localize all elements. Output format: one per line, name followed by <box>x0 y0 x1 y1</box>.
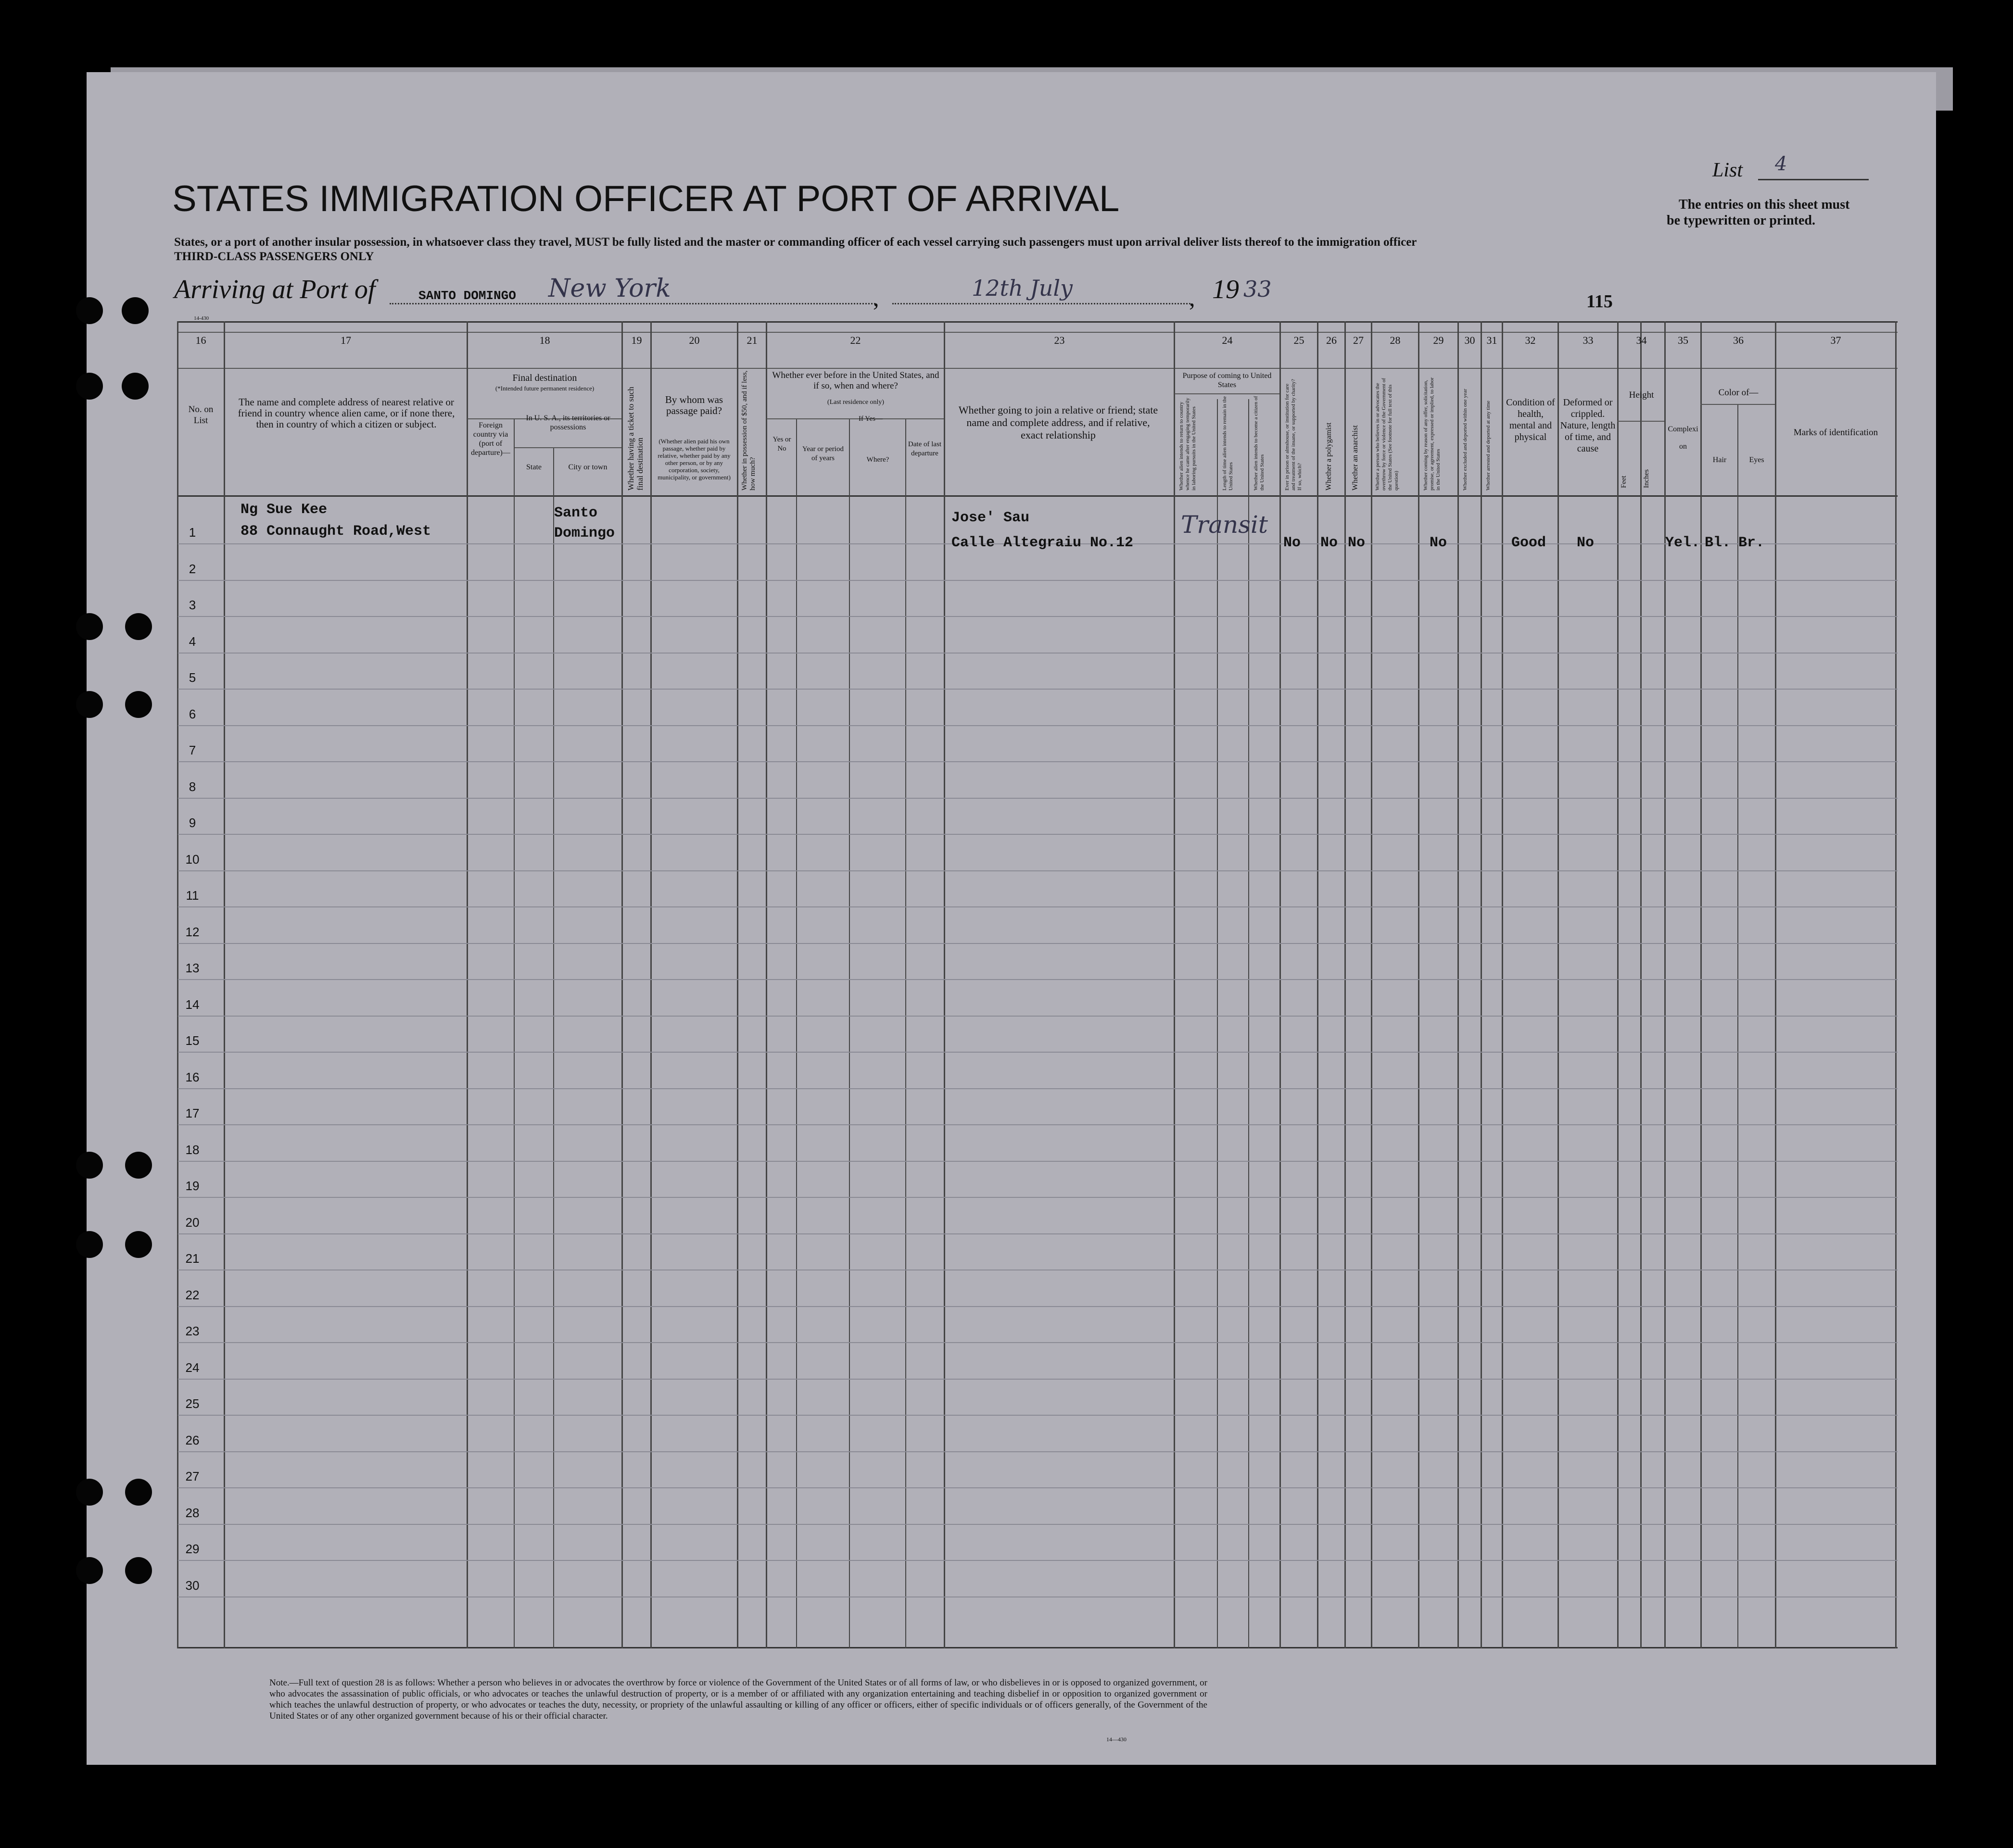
header-possession-50: Whether in possession of $50, and if less, how much? <box>741 370 757 490</box>
subheader-line <box>1700 404 1775 405</box>
header-usa: In U. S. A., its territories or possessions <box>526 414 610 431</box>
punch-hole <box>76 1152 103 1179</box>
col-number-line <box>178 332 1898 333</box>
port-handwritten: New York <box>548 274 671 303</box>
row-number: 5 <box>189 670 196 685</box>
header-before-in-us-sub: (Last residence only) <box>827 399 885 406</box>
header-color-of: Color of— <box>1718 388 1759 398</box>
row-line <box>178 943 1898 944</box>
row-number: 17 <box>185 1106 200 1120</box>
row-number: 22 <box>185 1287 200 1302</box>
prison-entry: No <box>1283 535 1301 551</box>
row-line <box>178 834 1898 835</box>
row-number: 18 <box>185 1142 200 1157</box>
subcolumn-divider <box>514 418 515 1648</box>
row-number: 23 <box>185 1324 200 1338</box>
row-line <box>178 761 1898 762</box>
port-underline <box>390 303 875 306</box>
row-number: 26 <box>185 1433 200 1447</box>
eyes-entry: Br. <box>1738 535 1765 551</box>
row-line <box>178 1487 1898 1488</box>
header-offer-labor: Whether coming by reason of any offer, solicitation, promise, or agreement, expressed or implied, to labor in the United States <box>1423 377 1441 490</box>
header-purpose-citizen: Whether alien intends to become a citizen of the United States <box>1253 396 1265 490</box>
header-passage-paid-sub: (Whether alien paid his own passage, whether paid by relative, whether paid by any other person, or by any corporation, society, municipality, or government) <box>658 438 731 481</box>
subcolumn-divider <box>553 447 554 1648</box>
header-complexion: Complexion <box>1668 425 1698 451</box>
column-divider <box>1502 321 1503 1648</box>
row-number: 6 <box>189 706 196 721</box>
column-divider <box>1700 321 1702 1648</box>
punch-hole <box>125 691 152 718</box>
punch-hole <box>122 373 149 400</box>
comma: , <box>873 284 879 311</box>
header-health: Condition of health, mental and physical <box>1506 397 1555 442</box>
header-nearest-relative: The name and complete address of nearest relative or friend in country whence alien came, or if none there, then in country of which a citizen or subject. <box>238 396 455 430</box>
list-label: List <box>1712 159 1743 181</box>
header-prison: Ever in prison or almshouse, or institution for care and treatment of the insane, or supported by charity? If so, which? <box>1284 379 1303 490</box>
joining-address: Calle Altegraiu No.12 <box>951 535 1134 551</box>
column-divider <box>1775 321 1776 1648</box>
header-no-on-list: No. on List <box>188 404 214 426</box>
relative-address: 88 Connaught Road,West <box>241 523 431 540</box>
list-underline <box>1758 179 1869 180</box>
header-joining-relative: Whether going to join a relative or friend; state name and complete address, and if relative, exact relationship <box>958 404 1158 441</box>
row-line <box>178 1451 1898 1452</box>
comma: , <box>1189 284 1195 311</box>
row-number: 27 <box>185 1469 200 1483</box>
column-number: 35 <box>1678 334 1688 346</box>
row-number: 14 <box>185 997 200 1012</box>
punch-hole <box>76 1231 103 1258</box>
column-divider <box>1640 321 1642 1648</box>
complexion-entry: Yel. <box>1665 535 1700 551</box>
row-number: 25 <box>185 1396 200 1411</box>
punch-hole <box>122 297 149 324</box>
row-number: 12 <box>185 924 200 939</box>
row-number: 29 <box>185 1542 200 1556</box>
column-divider <box>766 321 767 1648</box>
page-number: 115 <box>1586 291 1613 312</box>
year-printed: 19 <box>1212 275 1239 304</box>
subcolumn-divider <box>796 418 797 1648</box>
row-number: 9 <box>189 816 196 830</box>
row-number: 28 <box>185 1505 200 1520</box>
header-bottom-border <box>178 495 1898 497</box>
row-number: 20 <box>185 1215 200 1230</box>
column-divider <box>224 321 225 1648</box>
header-deformed: Deformed or crippled. Nature, length of time, and cause <box>1560 397 1616 454</box>
column-number: 17 <box>341 334 351 346</box>
row-line <box>178 1415 1898 1416</box>
header-state: State <box>526 463 542 471</box>
column-number: 20 <box>689 334 700 346</box>
column-divider <box>1895 321 1897 1648</box>
column-number: 32 <box>1525 334 1536 346</box>
row-line <box>178 1342 1898 1343</box>
header-marks-identification: Marks of identification <box>1793 427 1878 438</box>
row-number: 1 <box>189 525 196 540</box>
subcolumn-divider <box>849 418 850 1648</box>
row-line <box>178 870 1898 871</box>
punch-hole <box>76 297 103 324</box>
header-eyes: Eyes <box>1749 456 1764 464</box>
column-number: 30 <box>1464 334 1475 346</box>
header-inches: Inches <box>1643 469 1650 488</box>
arriving-label: Arriving at Port of <box>174 275 376 304</box>
subcolumn-divider <box>1737 404 1738 1648</box>
footnote: Note.—Full text of question 28 is as follows: Whether a person who believes in or advocates the overthrow by force or violence of the Government of the United States or of all forms of law, or who disbelieves in or is opposed to organized government, or who advocates the assassination of public officials, or who advocates or teaches the unlawful destruction of property, or is a member of or affiliated with any organization entertaining and teaching disbelief in or opposition to organized government or which teaches the unlawful destruction of property, or who advocates or teaches the duty, necessity, or propriety of the unlawful assaulting or killing of any officer or officers, either of specific individuals or of officers generally, of the Government of the United States or of any other organized government because of his or their official character. <box>269 1678 1207 1721</box>
year-handwritten: 33 <box>1243 276 1272 302</box>
header-ticket: Whether having a ticket to such final destination <box>626 387 645 490</box>
column-number: 33 <box>1583 334 1594 346</box>
column-number: 26 <box>1326 334 1337 346</box>
header-purpose: Purpose of coming to United States <box>1182 372 1272 389</box>
row-number: 4 <box>189 634 196 649</box>
row-line <box>178 1197 1898 1198</box>
column-number: 29 <box>1433 334 1444 346</box>
header-where: Where? <box>866 456 889 464</box>
header-line <box>178 368 1898 369</box>
subcolumn-divider <box>1248 399 1249 1648</box>
port-typed: SANTO DOMINGO <box>418 289 516 303</box>
row-line <box>178 580 1898 581</box>
form-subtitle: States, or a port of another insular possession, in whatsoever class they travel, MUST be fully listed and the master or commanding officer of each vessel carrying such passengers must upon arrival deliver lists thereof to the immigration officer <box>174 236 1417 249</box>
header-before-in-us: Whether ever before in the United States, and if so, when and where? <box>772 370 939 391</box>
header-city: City or town <box>568 463 608 471</box>
row-number: 7 <box>189 743 196 757</box>
form-code-bottom: 14—430 <box>1106 1736 1127 1743</box>
column-divider <box>650 321 652 1648</box>
column-number: 31 <box>1486 334 1497 346</box>
polygamist-entry: No <box>1320 535 1338 551</box>
punch-hole <box>125 613 152 640</box>
row-number: 15 <box>185 1033 200 1048</box>
row-line <box>178 1161 1898 1162</box>
column-divider <box>1664 321 1666 1648</box>
row-line <box>178 1016 1898 1017</box>
header-yes-no: Yes or No <box>772 436 791 453</box>
column-divider <box>1557 321 1559 1648</box>
typewritten-note: be typewritten or printed. <box>1667 213 1815 228</box>
header-height: Height <box>1629 390 1654 400</box>
row-line <box>178 1379 1898 1380</box>
subcolumn-divider <box>1217 399 1218 1648</box>
column-number: 27 <box>1353 334 1364 346</box>
form-code-top: 14-430 <box>194 315 209 321</box>
column-divider <box>1481 321 1482 1648</box>
row-line <box>178 906 1898 907</box>
header-arrested: Whether arrested and deported at any time <box>1485 401 1491 490</box>
row-number: 13 <box>185 961 200 975</box>
header-foreign-country: Foreign country via (port of departure)— <box>471 421 510 457</box>
row-number: 11 <box>186 888 199 903</box>
table-top-border <box>178 321 1898 323</box>
row-line <box>178 1088 1898 1089</box>
header-overthrow: Whether a person who believes in or advocates the overthrow by force or violence of the Government of the United States (See footnote for full text of this question) <box>1375 378 1399 490</box>
column-number: 22 <box>850 334 861 346</box>
column-divider <box>1174 321 1175 1648</box>
row-line <box>178 1560 1898 1561</box>
punch-hole <box>76 373 103 400</box>
punch-hole <box>125 1557 152 1584</box>
column-number: 21 <box>747 334 758 346</box>
column-number: 24 <box>1222 334 1233 346</box>
row-line <box>178 1233 1898 1234</box>
row-line <box>178 725 1898 726</box>
column-number: 25 <box>1293 334 1304 346</box>
joining-name: Jose' Sau <box>951 510 1030 526</box>
row-number: 30 <box>185 1578 200 1593</box>
row-number: 8 <box>189 779 196 794</box>
form-title: STATES IMMIGRATION OFFICER AT PORT OF ARRIVAL <box>172 178 1120 219</box>
list-number: 4 <box>1775 153 1787 175</box>
row-line <box>178 1052 1898 1053</box>
punch-hole <box>76 1557 103 1584</box>
deformed-entry: No <box>1577 535 1595 551</box>
row-number: 21 <box>185 1251 200 1266</box>
row-line <box>178 1306 1898 1307</box>
header-purpose-return: Whether alien intends to return to country whence he came after engaging temporarily in laboring pursuits in the United States <box>1178 398 1197 490</box>
header-polygamist: Whether a polygamist <box>1325 422 1333 490</box>
row-number: 19 <box>185 1179 200 1193</box>
header-purpose-length: Length of time alien intends to remain in the United States <box>1222 396 1234 490</box>
third-class-label: THIRD-CLASS PASSENGERS ONLY <box>174 250 374 263</box>
hair-entry: Bl. <box>1705 535 1731 551</box>
offer-entry: No <box>1430 535 1447 551</box>
row-number: 3 <box>189 598 196 612</box>
column-divider <box>1457 321 1459 1648</box>
row-number: 2 <box>189 561 196 576</box>
header-final-destination: Final destination <box>512 373 577 383</box>
subcolumn-divider <box>1640 421 1641 495</box>
row-line <box>178 979 1898 980</box>
row-line <box>178 689 1898 690</box>
subheader-line <box>515 447 621 448</box>
column-divider <box>1418 321 1419 1648</box>
table-bottom-border <box>178 1647 1898 1648</box>
header-passage-paid: By whom was passage paid? <box>665 394 723 416</box>
column-number: 23 <box>1054 334 1065 346</box>
column-number: 19 <box>631 334 642 346</box>
column-divider <box>737 321 738 1648</box>
header-year: Year or period of years <box>802 445 844 462</box>
column-divider <box>1344 321 1346 1648</box>
row-line <box>178 1524 1898 1525</box>
column-number: 28 <box>1390 334 1401 346</box>
column-number: 18 <box>539 334 550 346</box>
header-hair: Hair <box>1712 456 1727 464</box>
column-divider <box>177 321 178 1648</box>
row-line <box>178 1124 1898 1125</box>
health-entry: Good <box>1511 535 1546 551</box>
header-excluded: Whether excluded and deported within one year <box>1462 389 1468 490</box>
header-feet: Feet <box>1620 476 1628 488</box>
purpose-entry: Transit <box>1181 511 1268 539</box>
relative-name: Ng Sue Kee <box>241 502 328 518</box>
column-divider <box>1371 321 1372 1648</box>
column-divider <box>1317 321 1318 1648</box>
destination-city: Domingo <box>554 525 615 541</box>
row-number: 24 <box>185 1360 200 1375</box>
destination-city: Santo <box>554 505 598 521</box>
subcolumn-divider <box>905 418 906 1648</box>
date-underline <box>892 303 1190 306</box>
punch-hole <box>76 613 103 640</box>
column-divider <box>621 321 623 1648</box>
row-line <box>178 798 1898 799</box>
column-divider <box>944 321 945 1648</box>
row-line <box>178 653 1898 654</box>
header-final-destination-sub: (*Intended future permanent residence) <box>495 385 595 392</box>
column-divider <box>1617 321 1619 1648</box>
row-number: 10 <box>185 852 200 867</box>
punch-hole <box>76 691 103 718</box>
arrival-date: 12th July <box>972 275 1073 301</box>
anarchist-entry: No <box>1348 535 1366 551</box>
typewritten-note: The entries on this sheet must <box>1679 197 1850 212</box>
column-number: 16 <box>195 334 206 346</box>
row-line <box>178 616 1898 617</box>
header-anarchist: Whether an anarchist <box>1351 425 1359 490</box>
punch-hole <box>125 1152 152 1179</box>
header-date-departure: Date of last departure <box>908 440 942 457</box>
column-divider <box>467 321 468 1648</box>
punch-hole <box>76 1479 103 1506</box>
punch-hole <box>125 1231 152 1258</box>
column-divider <box>1279 321 1281 1648</box>
column-number: 37 <box>1830 334 1841 346</box>
manifest-sheet <box>87 72 1936 1765</box>
column-number: 34 <box>1636 334 1647 346</box>
punch-hole <box>125 1479 152 1506</box>
header-if-yes: If Yes— <box>858 415 883 423</box>
column-number: 36 <box>1733 334 1744 346</box>
row-number: 16 <box>185 1069 200 1084</box>
